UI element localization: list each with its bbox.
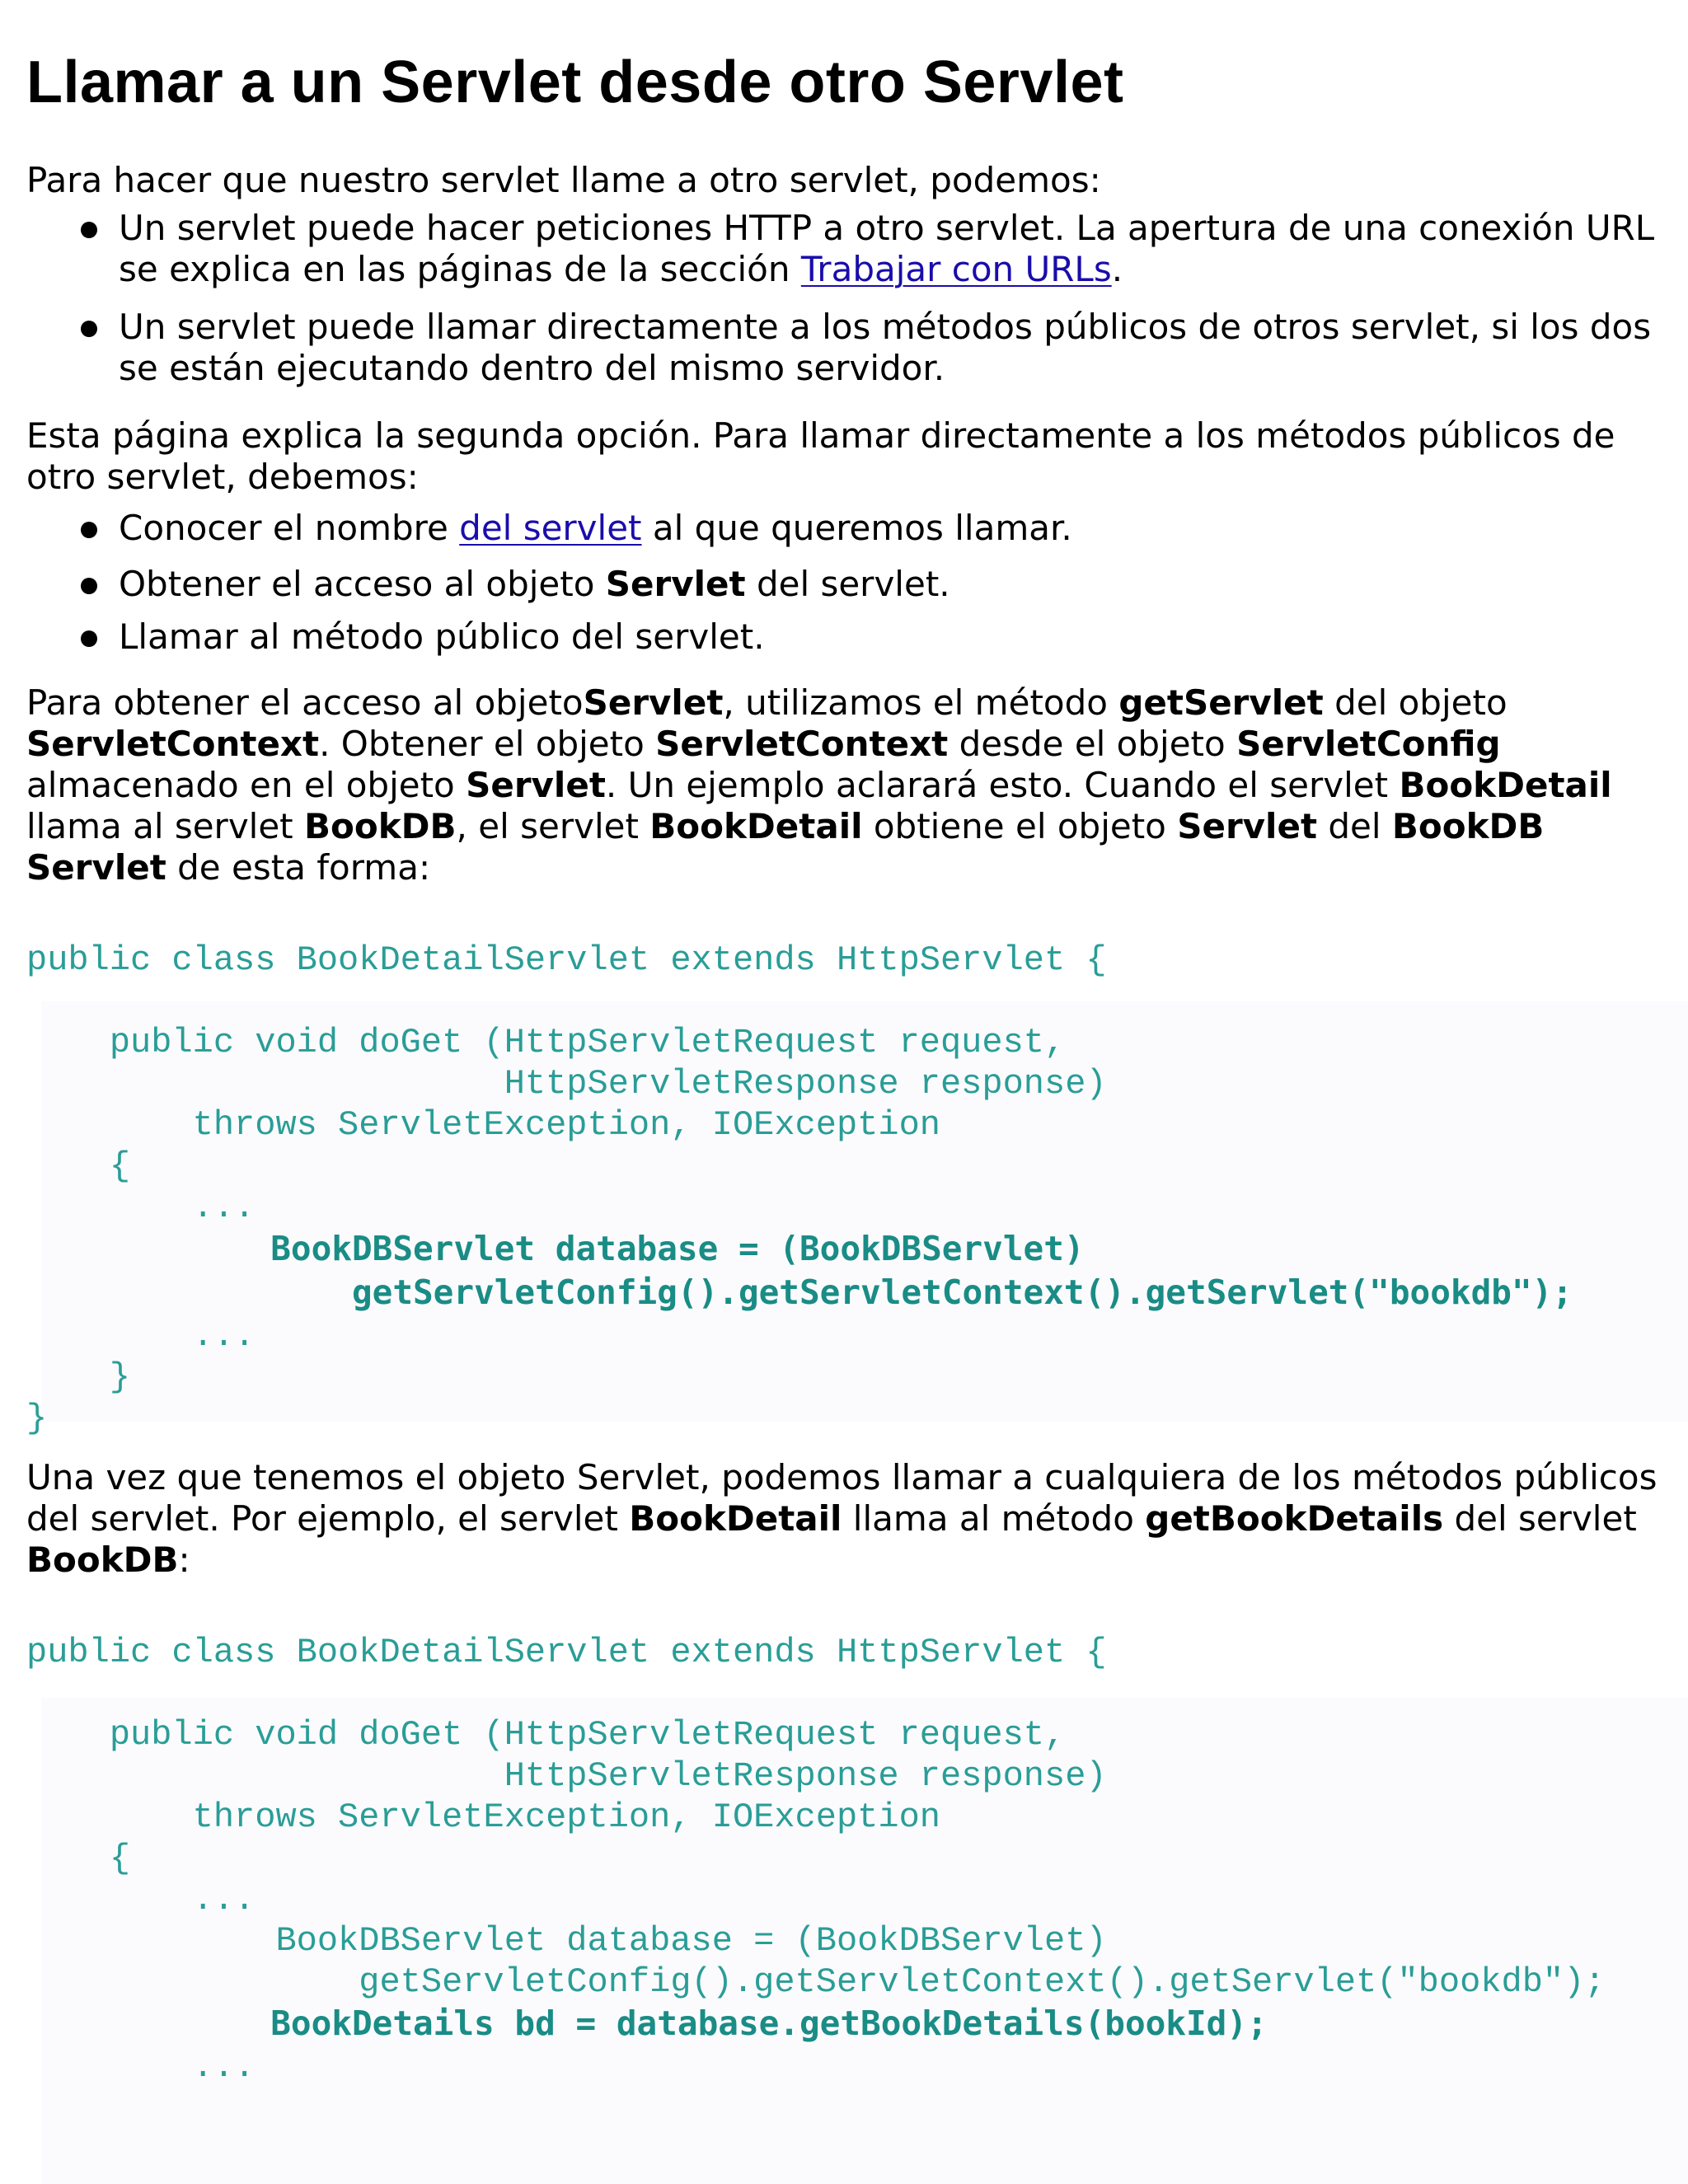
code-line: public void doGet (HttpServletRequest request, [26, 1023, 1066, 1062]
code-line: ... [26, 1316, 256, 1356]
bullet-icon [81, 630, 97, 647]
step-text: Llamar al método público del servlet. [119, 616, 765, 657]
code-line: getServletConfig().getServletContext().getServlet("bookdb"); [26, 1962, 1606, 2002]
code-line: throws ServletException, IOException [26, 1105, 940, 1145]
second-option-paragraph: Esta página explica la segunda opción. Para llamar directamente a los métodos públicos de otro servlet, debemos: [26, 415, 1615, 497]
link-trabajar-con-urls[interactable]: Trabajar con URLs [800, 249, 1112, 289]
bullet-icon [81, 578, 97, 594]
usage-paragraph: Una vez que tenemos el objeto Servlet, podemos llamar a cualquiera de los métodos públicos del servlet. Por ejemplo, el servlet BookDetail llama al método getBookDetails del servlet BookDB: [26, 1457, 1658, 1580]
code-example-1 [26, 940, 1573, 1439]
code-line: HttpServletResponse response) [26, 1756, 1107, 1796]
step-text: Obtener el acceso al objeto Servlet del servlet. [119, 564, 950, 604]
code-line: public class BookDetailServlet extends HttpServlet { [26, 1633, 1107, 1672]
bullet-icon [81, 522, 97, 538]
code-line: HttpServletResponse response) [26, 1064, 1107, 1104]
code-line: throws ServletException, IOException [26, 1797, 940, 1837]
bullet-icon [81, 222, 97, 238]
code-line: BookDBServlet database = (BookDBServlet) [26, 1921, 1107, 1961]
step-text: Conocer el nombre del servlet al que queremos llamar. [119, 508, 1072, 548]
code-line: } [26, 1399, 48, 1438]
code-line: { [26, 1839, 131, 1878]
code-line: public void doGet (HttpServletRequest request, [26, 1715, 1066, 1755]
option-text: Un servlet puede llamar directamente a los métodos públicos de otros servlet, si los dos se están ejecutando dentro del mismo servidor. [119, 307, 1652, 388]
code-line-highlight: BookDetails bd = database.getBookDetails(bookId); [26, 2004, 1268, 2043]
code-line: ... [26, 1880, 256, 1919]
code-line: } [26, 1357, 131, 1397]
option-text: Un servlet puede hacer peticiones HTTP a otro servlet. La apertura de una conexión URL se explica en las páginas de la sección Trabajar con URLs. [119, 208, 1655, 289]
intro-paragraph: Para hacer que nuestro servlet llame a otro servlet, podemos: [26, 160, 1101, 200]
code-line: ... [26, 1188, 256, 1227]
code-line-highlight: BookDBServlet database = (BookDBServlet) [26, 1229, 1085, 1268]
code-example-2 [26, 1632, 1606, 2088]
link-del-servlet[interactable]: del servlet [459, 508, 642, 548]
page-title: Llamar a un Servlet desde otro Servlet [26, 49, 1124, 115]
code-line: ... [26, 2047, 256, 2087]
bullet-icon [81, 321, 97, 337]
code-line-highlight: getServletConfig().getServletContext().getServlet("bookdb"); [26, 1272, 1573, 1312]
access-paragraph: Para obtener el acceso al objetoServlet, utilizamos el método getServlet del objeto ServletContext. Obtener el objeto ServletContext desde el objeto ServletConfig almacenado en el objeto Servlet. Un ejemplo aclarará esto. Cuando el servlet BookDetail llama al servlet BookDB, el servlet BookDetail obtiene el objeto Servlet del BookDB Servlet de esta forma: [26, 682, 1612, 888]
code-line: { [26, 1146, 131, 1186]
code-line: public class BookDetailServlet extends HttpServlet { [26, 940, 1107, 980]
